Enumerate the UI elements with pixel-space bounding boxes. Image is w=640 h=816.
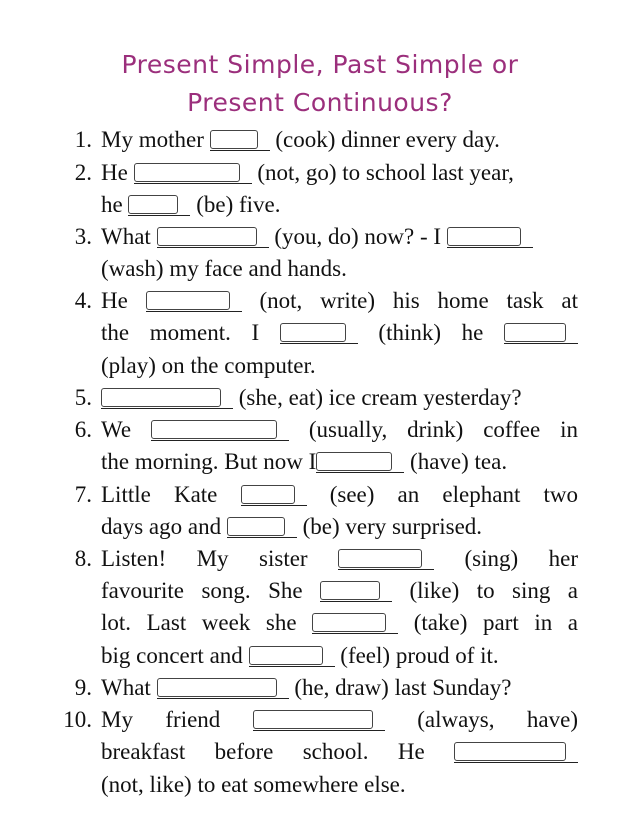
answer-blank[interactable]: [280, 323, 358, 344]
answer-input-box[interactable]: [146, 291, 230, 310]
exercise-text: My friend: [101, 707, 253, 732]
exercise-text: lot. Last week she: [101, 610, 313, 635]
exercise-line: [101, 124, 578, 156]
exercise-text: He: [101, 288, 146, 313]
exercise-line: [101, 543, 578, 575]
answer-blank[interactable]: [338, 549, 434, 570]
answer-blank[interactable]: [157, 678, 289, 699]
exercise-text: favourite song. She: [101, 578, 321, 603]
exercise-line: [101, 575, 578, 607]
answer-blank[interactable]: [504, 323, 578, 344]
item-number: 1.: [74, 127, 92, 152]
exercise-text: (she, eat) ice cream yesterday?: [233, 385, 522, 410]
exercise-text: (think) he: [357, 320, 505, 345]
exercise-text: We: [101, 417, 151, 442]
exercise-line: [101, 672, 578, 704]
answer-blank[interactable]: [128, 195, 190, 216]
exercise-text: Little Kate: [101, 482, 241, 507]
exercise-text: (sing) her: [434, 546, 578, 571]
exercise-line: [101, 285, 578, 317]
worksheet-title-line-1: Present Simple, Past Simple or: [121, 50, 519, 79]
answer-blank[interactable]: [227, 517, 297, 538]
answer-input-box[interactable]: [249, 646, 323, 665]
exercise-line: [101, 253, 578, 285]
answer-input-box[interactable]: [280, 323, 346, 342]
answer-blank[interactable]: [151, 420, 289, 441]
answer-blank[interactable]: [241, 485, 307, 506]
answer-blank[interactable]: [316, 452, 404, 473]
answer-blank[interactable]: [210, 130, 270, 151]
exercise-line: [101, 317, 578, 349]
exercise-text: days ago and: [101, 514, 227, 539]
exercise-text: My mother: [101, 127, 210, 152]
exercise-text: the moment. I: [101, 320, 280, 345]
exercise-line: [101, 221, 578, 253]
exercise-text: (usually, drink) coffee in: [288, 417, 579, 442]
exercise-text: (not, go) to school last year,: [251, 160, 514, 185]
item-number: 2.: [74, 160, 92, 185]
exercise-line: [101, 189, 578, 221]
answer-blank[interactable]: [320, 581, 392, 602]
answer-input-box[interactable]: [320, 581, 380, 600]
exercise-line: [101, 704, 578, 736]
exercise-line: [101, 607, 578, 639]
answer-input-box[interactable]: [338, 549, 422, 568]
exercise-text: the morning. But now I: [101, 449, 317, 474]
exercise-line: [101, 446, 578, 478]
exercise-line: [101, 414, 578, 446]
exercise-text: What: [101, 224, 157, 249]
exercise-line: [101, 382, 578, 414]
answer-input-box[interactable]: [454, 742, 566, 761]
exercise-text: (see) an elephant two: [306, 482, 578, 507]
answer-input-box[interactable]: [157, 678, 277, 697]
exercise-line: [101, 511, 578, 543]
answer-blank[interactable]: [146, 291, 242, 312]
exercise-text: What: [101, 675, 157, 700]
exercise-text: Listen! My sister: [101, 546, 339, 571]
exercise-text: he: [101, 192, 129, 217]
answer-blank[interactable]: [312, 613, 398, 634]
answer-blank[interactable]: [101, 388, 233, 409]
exercise-text: (cook) dinner every day.: [269, 127, 500, 152]
item-number: 4.: [74, 288, 92, 313]
exercise-line: [101, 479, 578, 511]
answer-input-box[interactable]: [227, 517, 285, 536]
worksheet-title-line-2: Present Continuous?: [187, 88, 453, 117]
exercise-text: (play) on the computer.: [101, 353, 316, 378]
item-number: 5.: [74, 385, 92, 410]
exercise-text: big concert and: [101, 643, 249, 668]
answer-input-box[interactable]: [447, 227, 521, 246]
answer-input-box[interactable]: [101, 388, 221, 407]
answer-blank[interactable]: [157, 227, 269, 248]
exercise-line: [101, 736, 578, 768]
exercise-text: (not, write) his home task at: [241, 288, 578, 313]
exercise-text: (not, like) to eat somewhere else.: [101, 772, 406, 797]
answer-input-box[interactable]: [134, 163, 240, 182]
answer-input-box[interactable]: [210, 130, 258, 149]
exercise-line: [101, 350, 578, 382]
answer-input-box[interactable]: [241, 485, 295, 504]
exercise-text: (he, draw) last Sunday?: [288, 675, 512, 700]
exercise-text: (like) to sing a: [392, 578, 578, 603]
item-number: 8.: [74, 546, 92, 571]
item-number: 7.: [74, 482, 92, 507]
exercise-text: (take) part in a: [398, 610, 578, 635]
answer-input-box[interactable]: [316, 452, 392, 471]
exercise-line: [101, 640, 578, 672]
answer-blank[interactable]: [134, 163, 252, 184]
exercise-text: (feel) proud of it.: [334, 643, 499, 668]
exercise-text: breakfast before school. He: [101, 739, 454, 764]
exercise-text: (have) tea.: [404, 449, 508, 474]
exercise-text: He: [101, 160, 134, 185]
answer-input-box[interactable]: [312, 613, 386, 632]
answer-blank[interactable]: [249, 646, 335, 667]
answer-input-box[interactable]: [253, 710, 373, 729]
answer-input-box[interactable]: [151, 420, 277, 439]
answer-input-box[interactable]: [157, 227, 257, 246]
exercise-text: (you, do) now? - I: [268, 224, 447, 249]
item-number: 9.: [74, 675, 92, 700]
answer-input-box[interactable]: [504, 323, 566, 342]
exercise-text: (be) very surprised.: [296, 514, 483, 539]
exercise-line: [101, 157, 578, 189]
exercise-text: (always, have): [384, 707, 579, 732]
exercise-line: [101, 769, 578, 801]
item-number: 3.: [74, 224, 92, 249]
exercise-text: (be) five.: [190, 192, 281, 217]
answer-blank[interactable]: [454, 742, 578, 763]
answer-input-box[interactable]: [128, 195, 178, 214]
item-number: 6.: [74, 417, 92, 442]
exercise-text: (wash) my face and hands.: [101, 256, 347, 281]
answer-blank[interactable]: [253, 710, 385, 731]
answer-blank[interactable]: [447, 227, 533, 248]
item-number: 10.: [63, 707, 92, 732]
